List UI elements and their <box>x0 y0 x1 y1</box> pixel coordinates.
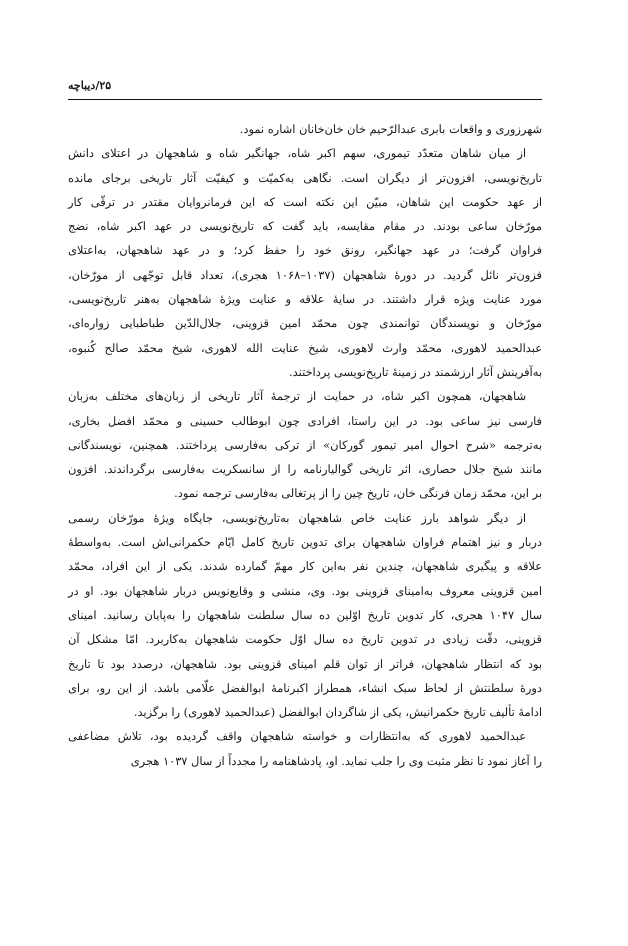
text-line: را آغاز نمود تا نظر مثبت وی را جلب نماید. او، پادشاهنامه را مجدداً از سال ۱۰۳۷ هجری <box>130 753 542 768</box>
text-line: شهرزوری و واقعات بابری عبدالرّحیم خان خان‌خانان اشاره نمود. <box>239 122 542 136</box>
text-line: شاهجهان، همچون اکبر شاه، در حمایت از ترجمهٔ آثار تاریخی از زبان‌های مختلف به‌زبان <box>68 389 526 404</box>
text-line: امین قزوینی معروف به‌امینای قزوینی بود. وی، منشی و وقایع‌نویس دربار شاهجهان بود. او در <box>68 583 542 598</box>
text-line: از میان شاهان متعدّد تیموری، سهم اکبر شاه، جهانگیر شاه و شاهجهان در اعتلای دانش <box>68 146 526 161</box>
running-head: ۲۵/دیباچه <box>68 79 112 92</box>
text-line: مورد عنایت ویژه قرار داشتند. در سایهٔ علاقه و عنایت ویژهٔ شاهجهان به‌هنر تاریخ‌نویسی، <box>68 292 542 307</box>
paragraph <box>68 141 542 384</box>
paragraph <box>68 506 542 725</box>
text-line: دورهٔ سلطنتش از لحاظ سبک انشاء، همطراز اکبرنامهٔ ابوالفضل علّامی باشد. از این رو، برای <box>68 680 542 695</box>
text-line: دربار و نیز اهتمام فراوان شاهجهان برای تدوین تاریخ کامل ایّام حکمرانی‌اش است. به‌واسطهٔ <box>68 535 542 550</box>
text-line: فزون‌تر نائل گردید. در دورهٔ شاهجهان (۱۰۳۷–۱۰۶۸ هجری)، تعداد قابل توجّهی از مورّخان، <box>68 267 542 282</box>
text-line: بر این، محمّد زمان فرنگی خان، تاریخ چین را از پرتغالی به‌فارسی ترجمه نمود. <box>174 486 542 501</box>
text-line: به‌آفرینش آثار ارزشمند در زمینهٔ تاریخ‌نویسی پرداختند. <box>289 364 542 379</box>
text-line: ادامهٔ تألیف تاریخ حکمرانیش، یکی از شاگردان ابوالفضل (عبدالحمید لاهوری) را برگزید. <box>133 705 542 720</box>
text-line: عبدالحمید لاهوری، محمّد وارث لاهوری، شیخ عنایت الله لاهوری، شیخ محمّد صالح کُنبوه، <box>68 340 542 355</box>
text-line: سال ۱۰۴۷ هجری، کار تدوین تاریخ اوّلین ده سال سلطنت شاهجهان را به‌پایان رسانید. امینای <box>68 607 542 622</box>
text-line: از عهد حکومت این شاهان، مبیّن این نکته است که این فرمانروایان مقتدر در ترقّی کار <box>68 194 542 209</box>
text-line: علاقه و پیگیری شاهجهان، چندین نفر به‌این کار مهمّ گمارده شدند. یکی از این افراد، محمّد <box>68 559 542 574</box>
text-line: مانند شیخ جلال حصاری، اثر تاریخی گوالیارنامه را از سانسکریت به‌فارسی برگرداندند. افزون <box>68 462 542 477</box>
page-header <box>68 77 542 100</box>
text-line: فارسی نیز ساعی بود. در این راستا، افرادی چون ابوطالب حسینی و محمّد افضل بخاری، <box>68 413 542 428</box>
text-line: فراوان گرفت؛ در عهد جهانگیر، رونق خود را حفظ کرد؛ و در عهد شاهجهان، به‌اعتلای <box>68 243 542 258</box>
text-line: تاریخ‌نویسی، افزون‌تر از دیگران است. نگاهی به‌کمیّت و کیفیّت آثار تاریخی برجای مانده <box>68 170 542 185</box>
body-text <box>68 117 542 773</box>
text-line: مورّخان و نویسندگان توانمندی چون محمّد امین قزوینی، جلال‌الدّین طباطبایی زواره‌ای، <box>68 316 542 331</box>
text-line: بود که انتظار شاهجهان، فراتر از توان قلم امینای قزوینی بود. شاهجهان، درصدد بود تا تاریخ <box>68 656 542 671</box>
text-line: به‌ترجمه «شرح احوال امیر تیمور گورکان» از ترکی به‌فارسی پرداختند. همچنین، نویسندگانی <box>68 437 542 452</box>
text-line: قزوینی، دقّت زیادی در تدوین تاریخ ده سال اوّل حکومت شاهجهان به‌کاربرد. امّا مشکل آن <box>68 632 542 647</box>
text-line: عبدالحمید لاهوری که به‌انتظارات و خواسته شاهجهان واقف گردیده بود، تلاش مضاعفی <box>68 729 526 744</box>
text-line: از دیگر شواهد بارز عنایت خاص شاهجهان به‌تاریخ‌نویسی، جایگاه ویژهٔ مورّخان رسمی <box>68 510 526 525</box>
text-line: مورّخان ساعی بودند. در مقام مقایسه، باید گفت که تاریخ‌نویسی در عهد اکبر شاه، نضج <box>68 219 542 234</box>
paragraph <box>68 724 542 773</box>
paragraph <box>68 384 542 505</box>
paragraph <box>68 117 542 141</box>
